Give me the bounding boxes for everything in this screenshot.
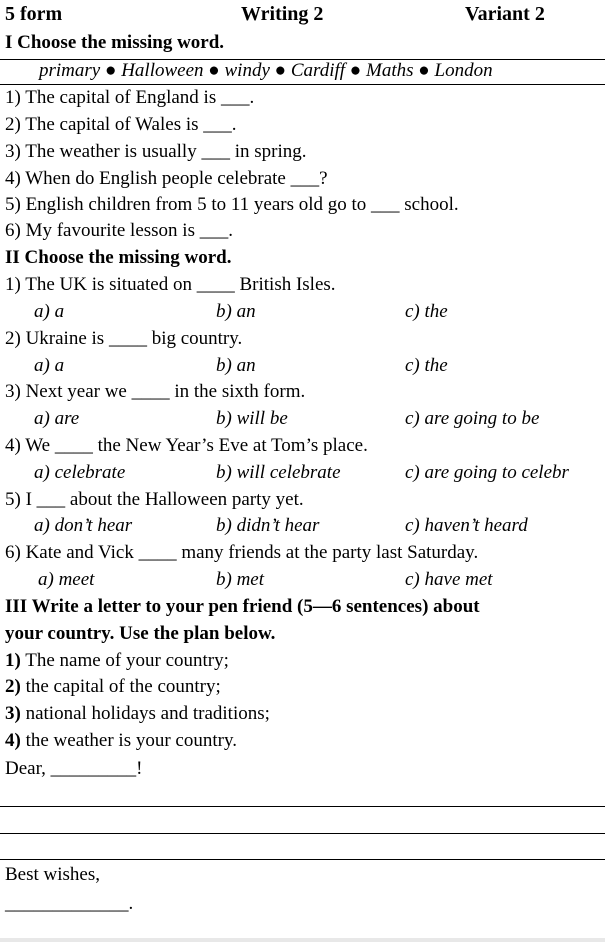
section1-title: I Choose the missing word. <box>5 32 225 53</box>
s2-question-5: 5) I ___ about the Halloween party yet. <box>5 489 304 510</box>
s2-q5-option-a: a) don’t hear <box>34 515 133 536</box>
writing-line-3 <box>0 859 605 860</box>
writing-line-2 <box>0 833 605 834</box>
s2-q3-option-c: c) are going to be <box>405 408 540 429</box>
s2-q5-option-c: c) haven’t heard <box>405 515 528 536</box>
s2-q1-option-c: c) the <box>405 301 448 322</box>
s1-item-4: 4) When do English people celebrate ___? <box>5 168 328 189</box>
page-bottom-edge <box>0 938 605 942</box>
s2-q1-option-a: a) a <box>34 301 65 322</box>
section3-title-line1: III Write a letter to your pen friend (5—6 sentences) about <box>5 596 480 617</box>
s1-item-5: 5) English children from 5 to 11 years old go to ___ school. <box>5 194 459 215</box>
word-bank-text: primary ● Halloween ● windy ● Cardiff ● Maths ● London <box>39 60 493 81</box>
plan-item-4-text: the weather is your country. <box>20 730 237 751</box>
plan-item-2-number: 2) <box>5 676 21 697</box>
s1-item-2: 2) The capital of Wales is ___. <box>5 114 237 135</box>
section2-title: II Choose the missing word. <box>5 247 232 268</box>
plan-item-4 <box>5 730 237 752</box>
s2-q6-option-b: b) met <box>216 569 265 590</box>
plan-item-3 <box>5 703 270 725</box>
plan-item-2-text: the capital of the country; <box>20 676 221 697</box>
plan-item-2 <box>5 676 221 698</box>
s2-q6-option-a: a) meet <box>38 569 95 590</box>
letter-greeting: Dear, _________! <box>5 758 143 779</box>
s2-question-6: 6) Kate and Vick ____ many friends at the party last Saturday. <box>5 542 479 563</box>
s2-q2-option-b: b) an <box>216 355 256 376</box>
s2-q1-option-b: b) an <box>216 301 256 322</box>
plan-item-1 <box>5 650 229 672</box>
s2-q2-option-a: a) a <box>34 355 65 376</box>
s2-q4-option-c: c) are going to celebr <box>405 462 569 483</box>
s2-q3-option-a: a) are <box>34 408 80 429</box>
letter-signature: _____________. <box>5 893 134 914</box>
s2-q6-option-c: c) have met <box>405 569 493 590</box>
s1-item-1: 1) The capital of England is ___. <box>5 87 255 108</box>
writing-line-1 <box>0 806 605 807</box>
s1-item-6: 6) My favourite lesson is ___. <box>5 220 233 241</box>
s1-item-3: 3) The weather is usually ___ in spring. <box>5 141 307 162</box>
plan-item-1-number: 1) <box>5 650 21 671</box>
plan-item-3-number: 3) <box>5 703 21 724</box>
s2-q5-option-b: b) didn’t hear <box>216 515 320 536</box>
worksheet-title: Writing 2 <box>241 3 324 25</box>
letter-closing: Best wishes, <box>5 864 100 885</box>
form-label: 5 form <box>5 3 63 25</box>
s2-q4-option-a: a) celebrate <box>34 462 126 483</box>
s2-question-3: 3) Next year we ____ in the sixth form. <box>5 381 306 402</box>
plan-item-3-text: national holidays and traditions; <box>20 703 270 724</box>
variant-label: Variant 2 <box>465 3 545 25</box>
section3-title-line2: your country. Use the plan below. <box>5 623 276 644</box>
s2-q3-option-b: b) will be <box>216 408 288 429</box>
s2-question-1: 1) The UK is situated on ____ British Isles. <box>5 274 336 295</box>
word-bank <box>0 59 605 85</box>
plan-item-1-text: The name of your country; <box>20 650 229 671</box>
s2-question-4: 4) We ____ the New Year’s Eve at Tom’s place. <box>5 435 368 456</box>
s2-question-2: 2) Ukraine is ____ big country. <box>5 328 243 349</box>
plan-item-4-number: 4) <box>5 730 21 751</box>
s2-q4-option-b: b) will celebrate <box>216 462 341 483</box>
s2-q2-option-c: c) the <box>405 355 448 376</box>
